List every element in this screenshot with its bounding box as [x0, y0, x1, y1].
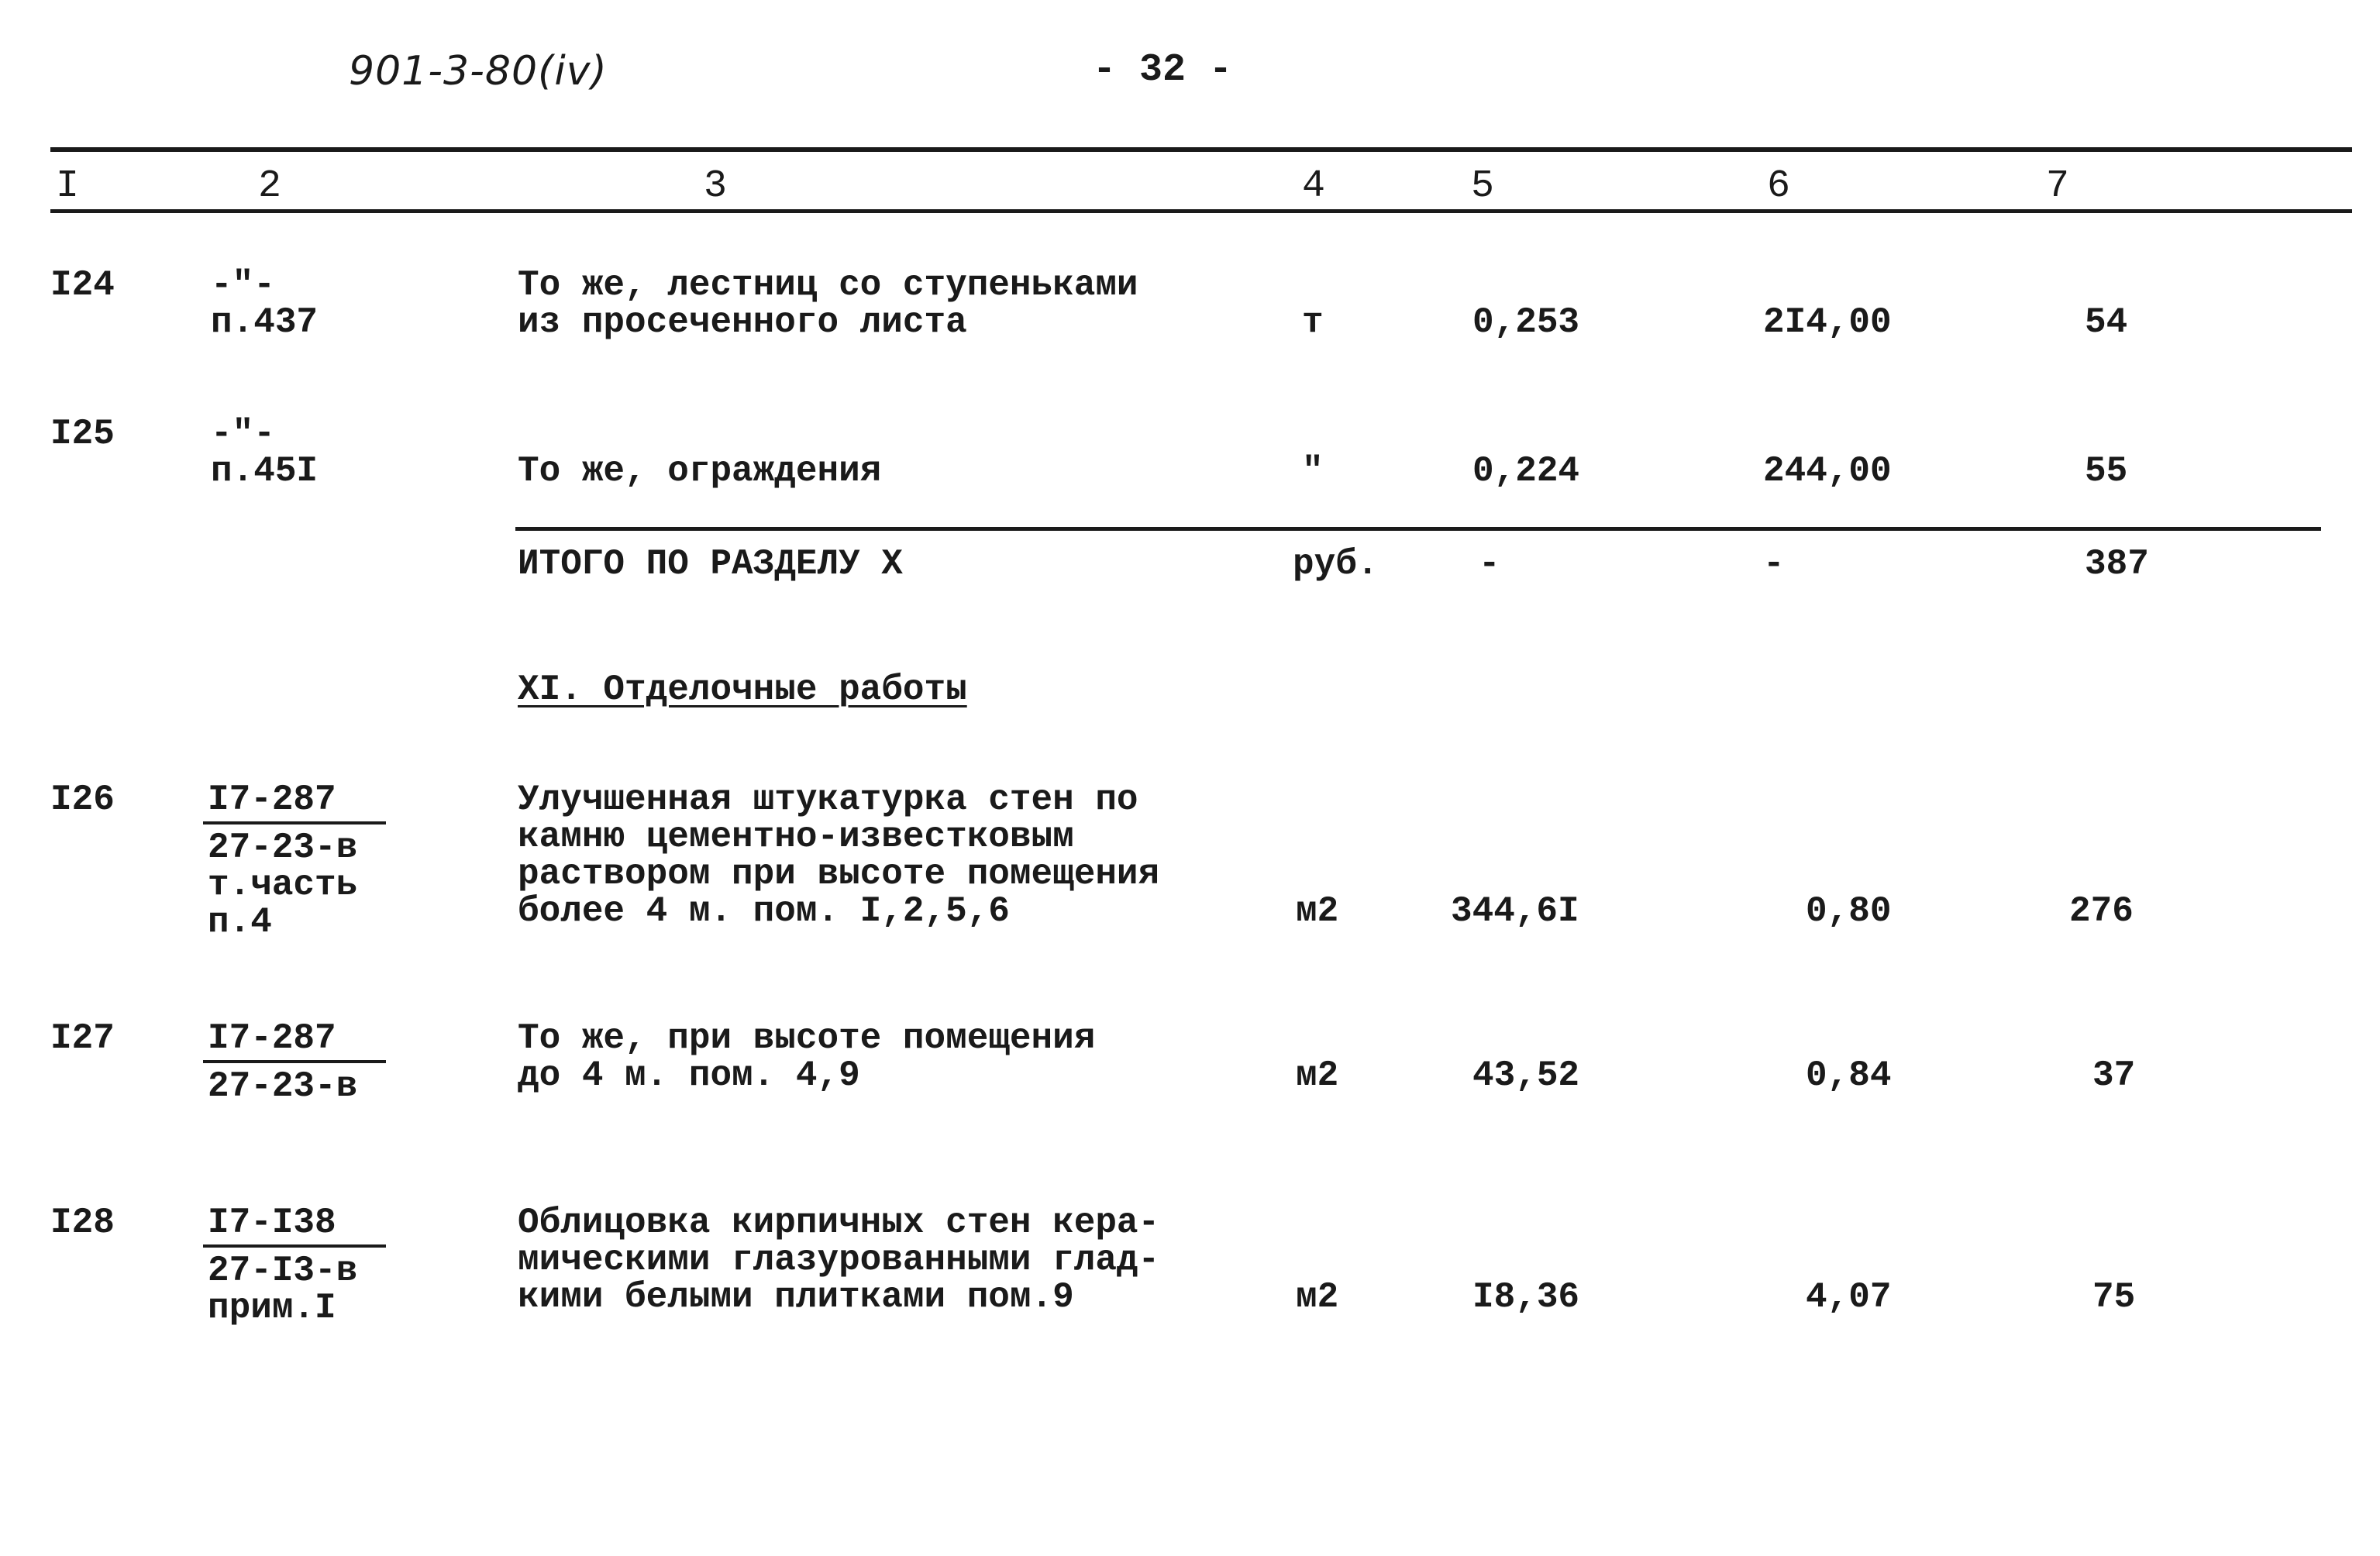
- subtotal-label: ИТОГО ПО РАЗДЕЛУ X: [518, 544, 903, 584]
- row-price: 244,00: [1763, 451, 1892, 491]
- row-quantity: 0,224: [1472, 451, 1580, 491]
- row-total: 75: [2092, 1277, 2136, 1317]
- row-number: I28: [50, 1203, 115, 1243]
- row-description-line: до 4 м. пом. 4,9: [518, 1055, 860, 1096]
- row-price: 0,84: [1806, 1055, 1892, 1096]
- column-header-5: 5: [1471, 164, 1495, 208]
- code-fraction-line: [203, 1060, 386, 1063]
- row-code-top: I7-287: [208, 1018, 336, 1059]
- row-code-line: п.437: [211, 302, 319, 343]
- column-header-3: 3: [704, 164, 728, 208]
- subtotal-quantity: -: [1479, 544, 1500, 584]
- row-description-line: То же, лестниц со ступеньками: [518, 265, 1138, 305]
- row-total: 54: [2085, 302, 2128, 343]
- row-description-line: Облицовка кирпичных стен кера-: [518, 1203, 1160, 1243]
- subtotal-rule: [515, 527, 2321, 531]
- row-description-line: раствором при высоте помещения: [518, 854, 1160, 894]
- row-code-top: -"-: [211, 265, 275, 305]
- row-price: 4,07: [1806, 1277, 1892, 1317]
- row-description-line: Улучшенная штукатурка стен по: [518, 780, 1138, 820]
- subtotal-price: -: [1763, 544, 1785, 584]
- row-description-line: То же, ограждения: [518, 451, 882, 491]
- row-unit: ": [1302, 451, 1324, 491]
- row-code-line: 27-I3-в: [208, 1251, 358, 1291]
- row-code-line: т.часть: [208, 865, 358, 905]
- column-header-7: 7: [2046, 164, 2070, 208]
- row-code-line: 27-23-в: [208, 828, 358, 868]
- row-number: I24: [50, 265, 115, 305]
- row-code-line: прим.I: [208, 1288, 336, 1328]
- row-description-line: камню цементно-известковым: [518, 817, 1074, 857]
- page-number: - 32 -: [1093, 48, 1233, 92]
- row-description-line: мическими глазурованными глад-: [518, 1240, 1160, 1280]
- row-number: I27: [50, 1018, 115, 1059]
- row-total: 37: [2092, 1055, 2136, 1096]
- row-description-line: более 4 м. пом. I,2,5,6: [518, 891, 1010, 931]
- column-header-1: I: [56, 164, 80, 208]
- row-unit: м2: [1296, 1277, 1339, 1317]
- subtotal-total: 387: [2085, 544, 2149, 584]
- row-price: 2I4,00: [1763, 302, 1892, 343]
- row-total: 276: [2069, 891, 2134, 931]
- row-total: 55: [2085, 451, 2128, 491]
- row-description-line: из просеченного листа: [518, 302, 967, 343]
- row-unit: т: [1302, 302, 1324, 343]
- row-description-line: То же, при высоте помещения: [518, 1018, 1096, 1059]
- table-top-rule: [50, 147, 2352, 152]
- table-header-rule: [50, 209, 2352, 213]
- row-code-line: 27-23-в: [208, 1066, 358, 1107]
- row-number: I25: [50, 414, 115, 454]
- column-header-2: 2: [258, 164, 282, 208]
- row-code-line: п.4: [208, 902, 272, 942]
- row-quantity: 344,6I: [1451, 891, 1579, 931]
- row-quantity: I8,36: [1472, 1277, 1580, 1317]
- row-quantity: 0,253: [1472, 302, 1580, 343]
- row-unit: м2: [1296, 1055, 1339, 1096]
- column-header-6: 6: [1767, 164, 1791, 208]
- code-fraction-line: [203, 1244, 386, 1248]
- row-description-line: кими белыми плитками пом.9: [518, 1277, 1074, 1317]
- row-code-top: I7-287: [208, 780, 336, 820]
- subtotal-unit: руб.: [1293, 544, 1379, 584]
- document-code: 901-3-80(iv): [349, 48, 608, 95]
- row-price: 0,80: [1806, 891, 1892, 931]
- code-fraction-line: [203, 821, 386, 824]
- section-title: XI. Отделочные работы: [518, 670, 967, 710]
- row-code-top: -"-: [211, 414, 275, 454]
- row-code-line: п.45I: [211, 451, 319, 491]
- row-number: I26: [50, 780, 115, 820]
- row-code-top: I7-I38: [208, 1203, 336, 1243]
- row-quantity: 43,52: [1472, 1055, 1580, 1096]
- column-header-4: 4: [1302, 164, 1326, 208]
- row-unit: м2: [1296, 891, 1339, 931]
